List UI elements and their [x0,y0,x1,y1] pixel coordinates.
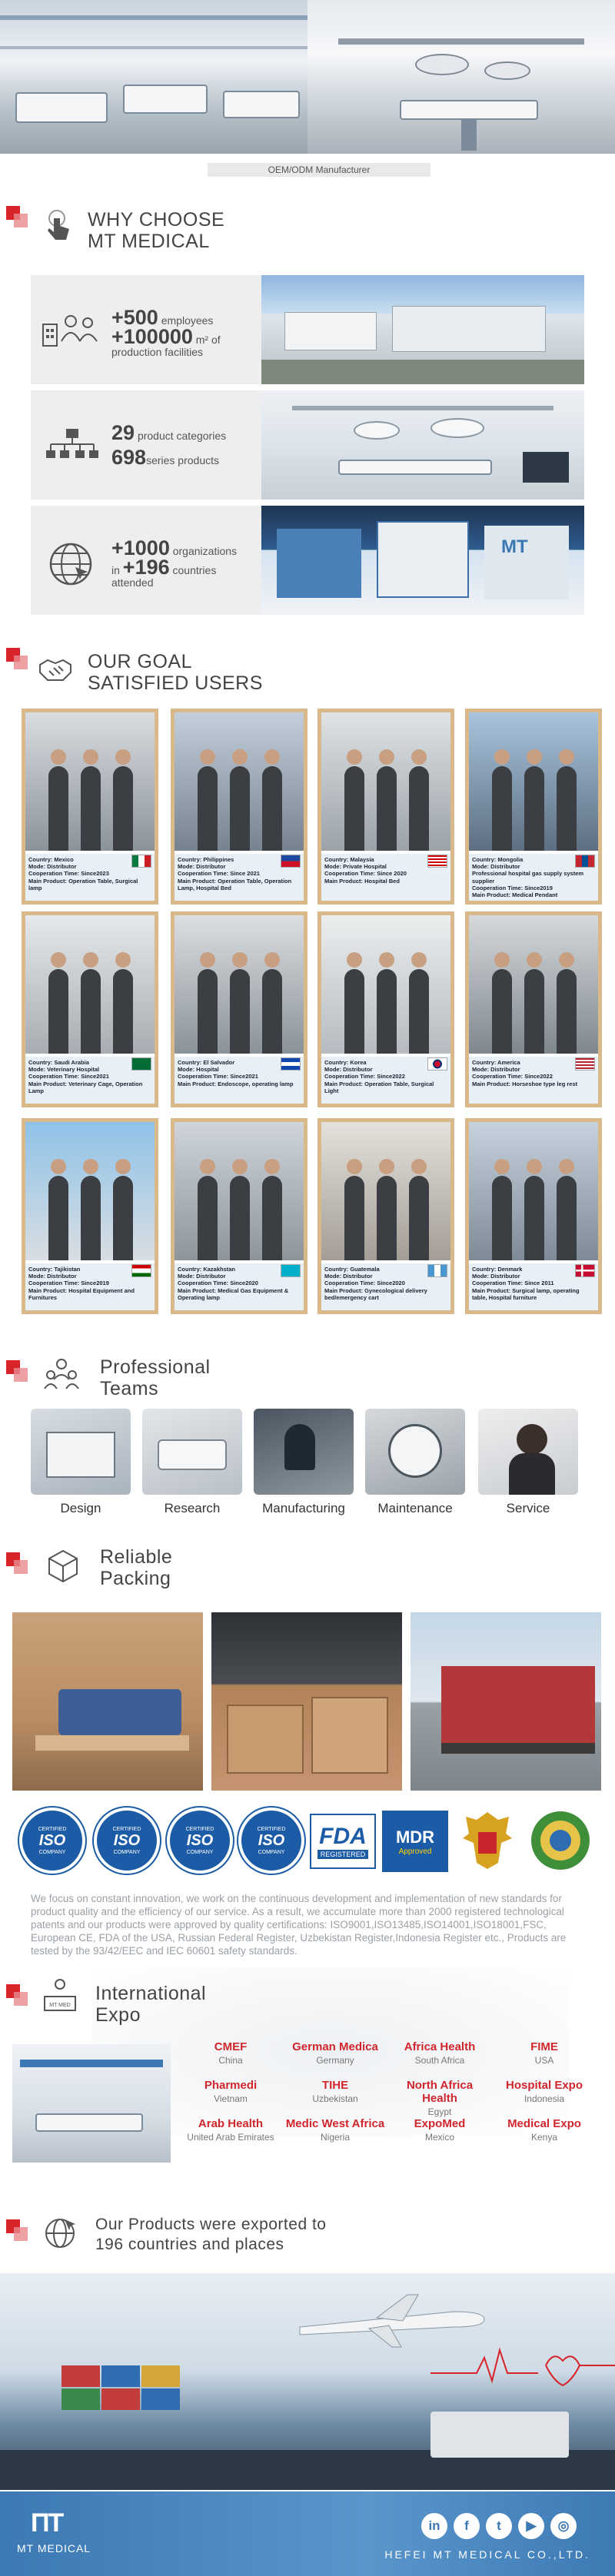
hero-banner [0,0,615,154]
stat-countries: in +196 countries attended [111,556,217,589]
globe-icon [46,539,95,589]
teams-title-line1: Professional [100,1356,211,1378]
factory-floor-image [0,0,308,154]
customer-info-line: Main Product: Hospital Equipment and Furnitures [28,1286,135,1301]
customer-info-line: Main Product: Medical Gas Equipment & Operating lamp [178,1286,289,1301]
team-label: Manufacturing [262,1501,345,1515]
user-card [171,1118,308,1314]
stat-employees: +500 employees [111,306,214,329]
customer-group-photo [175,915,304,1054]
mdr-approved-icon: MDR Approved [382,1811,448,1872]
expo-country: Germany [316,2055,354,2066]
customer-group-photo [469,915,598,1054]
person-silhouette [344,969,364,1054]
user-card [22,911,158,1107]
export-title-line1: Our Products were exported to [95,2216,327,2233]
person-silhouette [81,969,101,1054]
person-silhouette [344,1176,364,1260]
team-maintenance [365,1409,465,1516]
expo-name: Arab Health [198,2117,264,2130]
person-silhouette [344,766,364,851]
person-silhouette [409,969,429,1054]
customer-group-photo [25,1122,155,1260]
person-silhouette [81,766,101,851]
team-research [142,1409,242,1516]
customer-info-line: Mode: Distributor [472,863,520,871]
person-silhouette [557,969,577,1054]
service-team-photo [478,1409,578,1495]
packing-title-line1: Reliable [100,1546,173,1568]
expo-item [178,2117,283,2143]
teams-title-line2: Teams [100,1378,159,1399]
why-row-employees [31,275,584,384]
expo-country: China [218,2055,243,2066]
expo-country: Egypt [427,2106,452,2117]
customer-info-line: Mode: Veterinary Hospital [28,1066,100,1074]
research-team-photo [142,1409,242,1495]
expo-name: German Medica [292,2040,378,2053]
customer-info-line: Mode: Private Hospital [324,863,387,871]
expo-booth-photo [12,2044,171,2163]
team-people-icon [43,1356,80,1393]
fda-registered-icon: FDA REGISTERED [310,1814,376,1869]
customer-info-line: Country: America [472,1059,520,1066]
person-silhouette [113,969,133,1054]
customer-info-line: Country: Kazakhstan [178,1266,236,1273]
customer-info-line: Main Product: Horseshoe type leg rest [472,1080,578,1087]
expo-item [283,2079,387,2104]
expo-country: South Africa [414,2055,465,2066]
user-card [22,1118,158,1314]
customer-info-line: Cooperation Time: Since2019 [472,884,553,891]
user-card [171,911,308,1107]
expo-name: FIME [530,2040,558,2053]
person-silhouette [524,1176,544,1260]
why-title-line2: MT MEDICAL [88,231,210,252]
denmark-flag-icon [575,1264,595,1277]
airplane-icon [292,2289,492,2350]
why-stat-box [31,275,261,384]
person-silhouette [262,1176,282,1260]
expo-item [387,2117,492,2143]
why-title [88,209,224,252]
packing-title-line2: Packing [100,1568,171,1589]
customer-info-line: Main Product: Operation Table, Surgical lamp [28,877,138,891]
section-marker-icon [6,2219,26,2239]
expo-country: Nigeria [320,2132,350,2143]
facebook-icon[interactable]: f [454,2513,480,2539]
team-label: Maintenance [377,1501,453,1515]
usa-flag-icon [575,1057,595,1071]
person-silhouette [230,969,250,1054]
customer-info-line: Cooperation Time: Since2021 [28,1073,109,1081]
customer-info-line: Main Product: Veterinary Cage, Operation Lamp [28,1080,143,1094]
iso-cert-icon: CERTIFIED ISO COMPANY [167,1808,233,1874]
teams-title [100,1356,211,1399]
customer-info-line: Cooperation Time: Since2020 [324,1280,405,1287]
users-title-line1: OUR GOAL [88,651,192,672]
expo-item [283,2117,387,2143]
person-silhouette [262,969,282,1054]
expo-name: ExpoMed [414,2117,466,2130]
customer-group-photo [469,712,598,851]
iso-cert-icon: CERTIFIED ISO COMPANY [238,1808,304,1874]
expo-title-line2: Expo [95,2004,141,2026]
customer-info-line: Country: Tajikistan [28,1266,81,1273]
customer-info-line: Cooperation Time: Since2020 [178,1280,258,1287]
company-name: HEFEI MT MEDICAL CO.,LTD. [384,2548,590,2561]
why-row-products [31,390,584,500]
why-stat-box [31,390,261,500]
customer-group-photo [175,712,304,851]
why-title-line1: WHY CHOOSE [88,209,225,231]
packing-photo-crates [211,1612,402,1791]
customer-info-line: Country: Mexico [28,856,74,863]
user-card [171,709,308,905]
mexico-flag-icon [131,855,151,868]
truck-shape [430,2412,569,2458]
hand-pointer-icon [38,207,75,244]
person-silhouette [113,766,133,851]
customer-info-line: Country: Korea [324,1059,367,1066]
uzbekistan-emblem-icon [527,1808,593,1874]
packing-photo-bed [12,1612,203,1791]
expo-name: Medical Expo [507,2117,581,2130]
russia-emblem-icon [455,1808,520,1874]
customer-info-line: Cooperation Time: Since 2020 [324,870,407,878]
user-card [465,709,602,905]
customer-info-line: Country: El Salvador [178,1059,235,1066]
customer-group-photo [321,712,450,851]
twitter-icon[interactable]: t [486,2513,512,2539]
packing-title [100,1546,172,1589]
person-silhouette [198,766,218,851]
customer-info-line: Country: Denmark [472,1266,523,1273]
customer-info-line: Mode: Hospital [178,1066,219,1074]
customer-info-line: Main Product: Operation Table, Operation Lamp, Hospital Bed [178,877,292,891]
person-silhouette [409,1176,429,1260]
customer-info-line: Country: Saudi Arabia [28,1059,89,1066]
building-people-icon [42,310,101,349]
customer-info-line: Mode: Distributor [178,863,226,871]
malaysia-flag-icon [427,855,447,868]
korea-flag-icon [427,1057,447,1071]
expo-title-line1: International [95,1983,207,2004]
handshake-icon [37,649,74,686]
person-silhouette [377,1176,397,1260]
section-marker-icon [6,1360,26,1380]
expo-name: CMEF [214,2040,248,2053]
person-silhouette [262,766,282,851]
manufacturing-team-photo [254,1409,354,1495]
customer-group-photo [321,915,450,1054]
expo-title [95,1983,206,2026]
customer-info-line: Mode: Distributor [324,1273,373,1280]
stat-organizations: +1000 organizations [111,536,238,559]
person-silhouette [557,766,577,851]
expo-name: Pharmedi [204,2079,258,2092]
customer-info-line: Main Product: Endoscope, operating lamp [178,1080,294,1087]
customer-info-line: Cooperation Time: Since2022 [472,1073,553,1081]
svg-text:MT MED: MT MED [49,2003,71,2008]
exhibition-booth-image: MT [261,506,584,615]
customer-info-line: Cooperation Time: Since 2011 [472,1280,554,1287]
customer-group-photo [469,1122,598,1260]
stat-facilities: +100000 m² of production facilities [111,325,221,358]
expo-country: Indonesia [524,2093,565,2104]
team-label: Research [164,1501,221,1515]
user-card [317,1118,454,1314]
expo-country: Uzbekistan [312,2093,358,2104]
customer-info-line: Mode: Distributor [28,863,77,871]
factory-aerial-image [261,275,584,384]
mt-logo-icon: ΠΤ [31,2508,63,2538]
expo-item [492,2040,597,2066]
customer-info-line: Mode: Distributor [324,1066,373,1074]
expo-booth-icon [42,1977,78,2013]
team-design [31,1409,131,1516]
person-silhouette [230,766,250,851]
box-package-icon [45,1546,81,1583]
expo-item [178,2040,283,2066]
team-manufacturing [254,1409,354,1516]
expo-name: North Africa Health [406,2079,474,2105]
users-title [88,651,263,694]
customer-group-photo [25,915,155,1054]
section-marker-icon [6,648,26,668]
export-title [95,2215,326,2255]
expo-country: USA [534,2055,554,2066]
customer-group-photo [321,1122,450,1260]
expo-country: Mexico [424,2132,454,2143]
hierarchy-icon [45,427,100,463]
customer-info-line: Mode: Distributor [472,1066,520,1074]
why-stat-box [31,506,261,615]
person-silhouette [409,766,429,851]
expo-item [178,2079,283,2104]
saudi-flag-icon [131,1057,151,1071]
why-row-global [31,506,584,615]
person-silhouette [377,766,397,851]
customer-info-line: Main Product: Hospital Bed [324,877,400,885]
team-label: Design [60,1501,101,1515]
section-marker-icon [6,1552,26,1572]
kazakhstan-flag-icon [281,1264,301,1277]
person-silhouette [230,1176,250,1260]
person-silhouette [198,969,218,1054]
logistics-banner-image [0,2273,615,2490]
user-card [317,911,454,1107]
person-silhouette [557,1176,577,1260]
expo-item [283,2040,387,2066]
user-card [22,709,158,905]
expo-item [387,2040,492,2066]
expo-item [387,2079,492,2117]
operating-room-image [308,0,615,154]
certification-paragraph: We focus on constant innovation, we work on the continuous development and implementation of new standards for product quality and the efficiency of our service. As a result, we accumulate more than 2000 registered technological patents and our products were approved by quality certifications: ISO9001,ISO13485,ISO14001,ISO18001,FSC, European CE, FDA of the USA, Russian Federal Register, Uzbekistan Register,Indonesia Register etc., Products are tested by the 93/42/EEC and IEC 60601 safety standards. [31,1893,567,1957]
customer-group-photo [175,1122,304,1260]
customer-info-line: Country: Malaysia [324,856,374,863]
expo-name: Africa Health [404,2040,476,2053]
customer-info-line: Main Product: Operation Table, Surgical Light [324,1080,434,1094]
customer-group-photo [25,712,155,851]
customer-info-line: Main Product: Medical Pendant [472,891,558,899]
guatemala-flag-icon [427,1264,447,1277]
person-silhouette [524,766,544,851]
expo-country: Vietnam [214,2093,248,2104]
footer-logo-text: MT MEDICAL [17,2542,91,2554]
section-marker-icon [6,1984,26,2004]
person-silhouette [48,1176,68,1260]
iso-cert-icon: CERTIFIED ISO COMPANY [94,1808,160,1874]
globe-plane-icon [42,2215,78,2252]
person-silhouette [492,1176,512,1260]
customer-info-line: Professional hospital gas supply system supplier [472,870,584,885]
customer-info-line: Main Product: Gynecological delivery bed/emergency cart [324,1286,427,1301]
customer-info-line: Mode: Distributor [178,1273,226,1280]
person-silhouette [198,1176,218,1260]
user-card [465,911,602,1107]
maintenance-team-photo [365,1409,465,1495]
packing-photo-truck [411,1612,601,1791]
user-card [465,1118,602,1314]
mongolia-flag-icon [575,855,595,868]
expo-item [492,2117,597,2143]
expo-name: Hospital Expo [505,2079,583,2092]
customer-info-line: Mode: Distributor [472,1273,520,1280]
person-silhouette [48,766,68,851]
customer-info-line: Country: Guatemala [324,1266,380,1273]
linkedin-icon[interactable]: in [421,2513,447,2539]
elsalvador-flag-icon [281,1057,301,1071]
customer-info-line: Cooperation Time: Since2022 [324,1073,405,1081]
stat-series: 698series products [111,446,219,469]
customer-info-line: Country: Mongolia [472,856,524,863]
person-silhouette [492,969,512,1054]
person-silhouette [492,766,512,851]
hero-caption: OEM/ODM Manufacturer [208,163,430,177]
person-silhouette [524,969,544,1054]
footer [0,2491,615,2576]
customer-info-line: Cooperation Time: Since2019 [28,1280,109,1287]
section-marker-icon [6,206,26,226]
team-service [478,1409,578,1516]
instagram-icon[interactable]: ◎ [550,2513,577,2539]
person-silhouette [48,969,68,1054]
expo-item [492,2079,597,2104]
customer-info-line: Mode: Distributor [28,1273,77,1280]
container-stack [62,2365,184,2458]
iso-cert-icon: CERTIFIED ISO COMPANY [19,1808,85,1874]
customer-info-line: Cooperation Time: Since2023 [28,870,109,878]
heartbeat-line-icon [430,2342,615,2388]
team-label: Service [506,1501,550,1515]
customer-info-line: Main Product: Surgical lamp, operating table, Hospital furniture [472,1286,580,1301]
user-card [317,709,454,905]
design-team-photo [31,1409,131,1495]
stat-categories: 29 product categories [111,421,227,444]
person-silhouette [81,1176,101,1260]
expo-name: TIHE [321,2079,349,2092]
export-title-line2: 196 countries and places [95,2236,284,2253]
customer-info-line: Country: Philippines [178,856,234,863]
person-silhouette [113,1176,133,1260]
person-silhouette [377,969,397,1054]
philippines-flag-icon [281,855,301,868]
customer-info-line: Cooperation Time: Since2021 [178,1073,258,1081]
expo-country: United Arab Emirates [187,2132,274,2143]
users-title-line2: SATISFIED USERS [88,672,263,694]
expo-name: Medic West Africa [285,2117,385,2130]
expo-country: Kenya [530,2132,558,2143]
customer-info-line: Cooperation Time: Since 2021 [178,870,260,878]
tajikistan-flag-icon [131,1264,151,1277]
youtube-icon[interactable]: ▶ [518,2513,544,2539]
showroom-image [261,390,584,500]
